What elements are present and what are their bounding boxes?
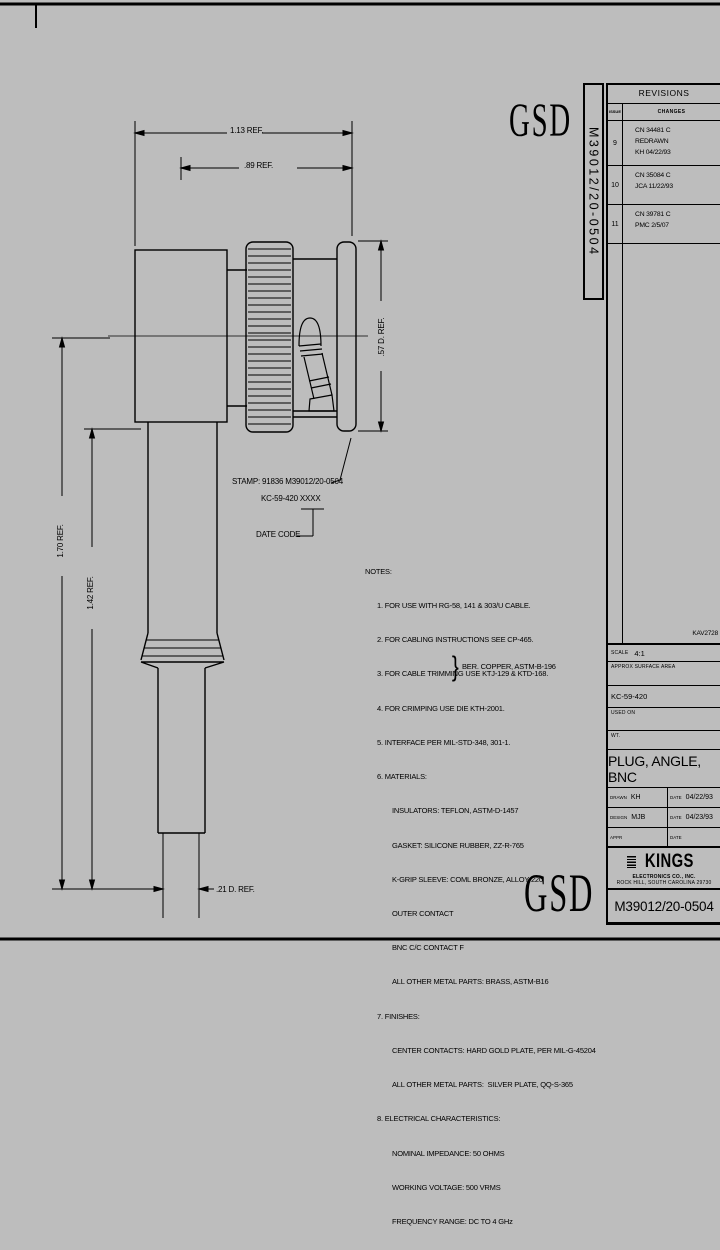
note-line: 8. ELECTRICAL CHARACTERISTICS: [377,1114,501,1124]
note-line: 2. FOR CABLING INSTRUCTIONS SEE CP-465. [377,635,534,645]
revision-changes [623,205,720,243]
date-code-label: DATE CODE [256,530,301,539]
materials-brace: } [451,650,459,682]
drawing-title-row [606,750,720,788]
drawn-date-cell [668,788,720,807]
revision-change-line: REDRAWN [635,138,669,145]
note-line: WORKING VOLTAGE: 500 VRMS [392,1182,501,1192]
gsd-watermark-top: GSD [509,94,573,147]
note-line: FREQUENCY RANGE: DC TO 4 GHz [392,1216,513,1226]
revisions-subheader [608,104,720,121]
note-line: 6. MATERIALS: [377,772,427,782]
drawn-date: 04/22/93 [685,794,713,801]
note-line: ALL OTHER METAL PARTS: BRASS, ASTM-B16 [392,977,549,987]
notes-title: NOTES: [365,566,392,576]
wt-row [606,731,720,750]
stamp-note-line2: KC-59-420 XXXX [261,494,321,503]
design-value: MJB [631,814,646,821]
side-part-number-strip [583,83,604,300]
scale-label: SCALE [611,650,629,656]
note-line: 4. FOR CRIMPING USE DIE KTH-2001. [377,703,505,713]
note-line: K-GRIP SLEEVE: COML BRONZE, ALLOY 220 [392,874,543,884]
issue-column-rule [608,244,623,643]
drawing-title: PLUG, ANGLE, BNC [608,752,701,785]
revisions-header: REVISIONS [608,85,720,104]
design-date-label: DATE [670,815,682,820]
scale-value: 4:1 [634,648,645,658]
wt-label: WT. [611,733,621,739]
revision-issue: 9 [608,121,623,165]
date-code-bracket [297,509,324,536]
company-line2: ROCK HILL, SOUTH CAROLINA 29730 [616,879,712,886]
center-contact-pin [299,318,334,411]
note-line: INSULATORS: TEFLON, ASTM-D-1457 [392,806,519,816]
knurl-lines [248,249,291,424]
design-date-cell [668,808,720,827]
revision-row [608,166,720,205]
revision-changes [623,166,720,204]
note-line: GASKET: SILICONE RUBBER, ZZ-R-765 [392,840,524,850]
drawn-value: KH [630,794,641,801]
appr-row [606,828,720,848]
note-line: NOMINAL IMPEDANCE: 50 OHMS [392,1148,505,1158]
dimension-lines [52,121,388,892]
dim-label-142: 1.42 REF. [86,576,95,610]
side-part-number: M39012/20-0504 [586,126,601,257]
connector-side-view [108,242,368,918]
revisions-table [606,83,720,645]
part-ref: KC-59-420 [611,692,648,701]
changes-column-header: CHANGES [657,109,686,115]
revision-change-line: PMC 2/5/07 [635,222,669,229]
bnc-face-ring [337,242,356,431]
drawn-date-label: DATE [670,795,682,800]
note-line: CENTER CONTACTS: HARD GOLD PLATE, PER MIL-G-45204 [392,1045,596,1055]
used-on-row [606,708,720,731]
dim-label-21: .21 D. REF. [216,885,255,894]
design-label: DESIGN [610,815,628,820]
revision-changes [623,121,720,165]
revision-issue: 10 [608,166,623,204]
company-line1: ELECTRONICS CO., INC. [632,873,696,880]
revision-change-line: JCA 11/22/93 [635,183,673,190]
note-line: 7. FINISHES: [377,1011,420,1021]
part-number-block [606,890,720,925]
appr-label: APPR [610,834,623,840]
materials-brace-note: BER. COPPER, ASTM-B-196 [462,662,556,671]
revision-issue: 11 [608,205,623,243]
cable-barrel [141,422,224,918]
appr-date-label: DATE [670,834,682,840]
issue-column-header: ISSUE [608,104,623,120]
note-line: BNC C/C CONTACT F [392,943,464,953]
gsd-watermark-bottom: GSD [524,863,595,923]
surface-area-row [606,662,720,686]
appr-date-cell [668,828,720,846]
revisions-empty-area [608,244,720,643]
stamp-note-line1: STAMP: 91836 M39012/20-0504 [232,477,343,486]
company-logo-row [627,851,701,873]
note-line: OUTER CONTACT [392,909,454,918]
drawn-row [606,788,720,808]
used-on-label: USED ON [611,710,636,716]
drawn-cell [608,788,668,807]
drawn-label: DRAWN [610,795,627,800]
revision-change-line: KH 04/22/93 [635,149,671,156]
revision-change-line: CN 35084 C [635,172,671,179]
dim-label-113: 1.13 REF. [230,126,264,135]
dim-label-89: .89 REF. [244,161,274,170]
note-line: ALL OTHER METAL PARTS: SILVER PLATE, QQ-S-365 [392,1080,573,1090]
note-line: 3. FOR CABLE TRIMMING USE KTJ-129 & KTD-168. [377,669,549,679]
part-number: M39012/20-0504 [614,898,714,914]
design-date: 04/23/93 [685,814,713,821]
note-line: 5. INTERFACE PER MIL-STD-348, 301-1. [377,737,511,747]
design-row [606,808,720,828]
doc-code: KAV2728 [692,630,718,637]
surface-area-label: APPROX SURFACE AREA [611,664,676,670]
revision-change-line: CN 34481 C [635,127,671,134]
appr-cell [608,828,668,846]
revision-row [608,121,720,166]
revision-row [608,205,720,244]
note-line: 1. FOR USE WITH RG-58, 141 & 303/U CABLE. [377,601,531,611]
part-ref-row [606,686,720,708]
company-name: KINGS [645,850,694,872]
revision-change-line: CN 39781 C [635,211,671,218]
scale-row [606,645,720,662]
dim-label-170: 1.70 REF. [56,524,65,558]
company-block [606,848,720,890]
design-cell [608,808,668,827]
kings-logo-icon [627,856,636,868]
dim-label-57: .57 D. REF. [377,317,386,357]
